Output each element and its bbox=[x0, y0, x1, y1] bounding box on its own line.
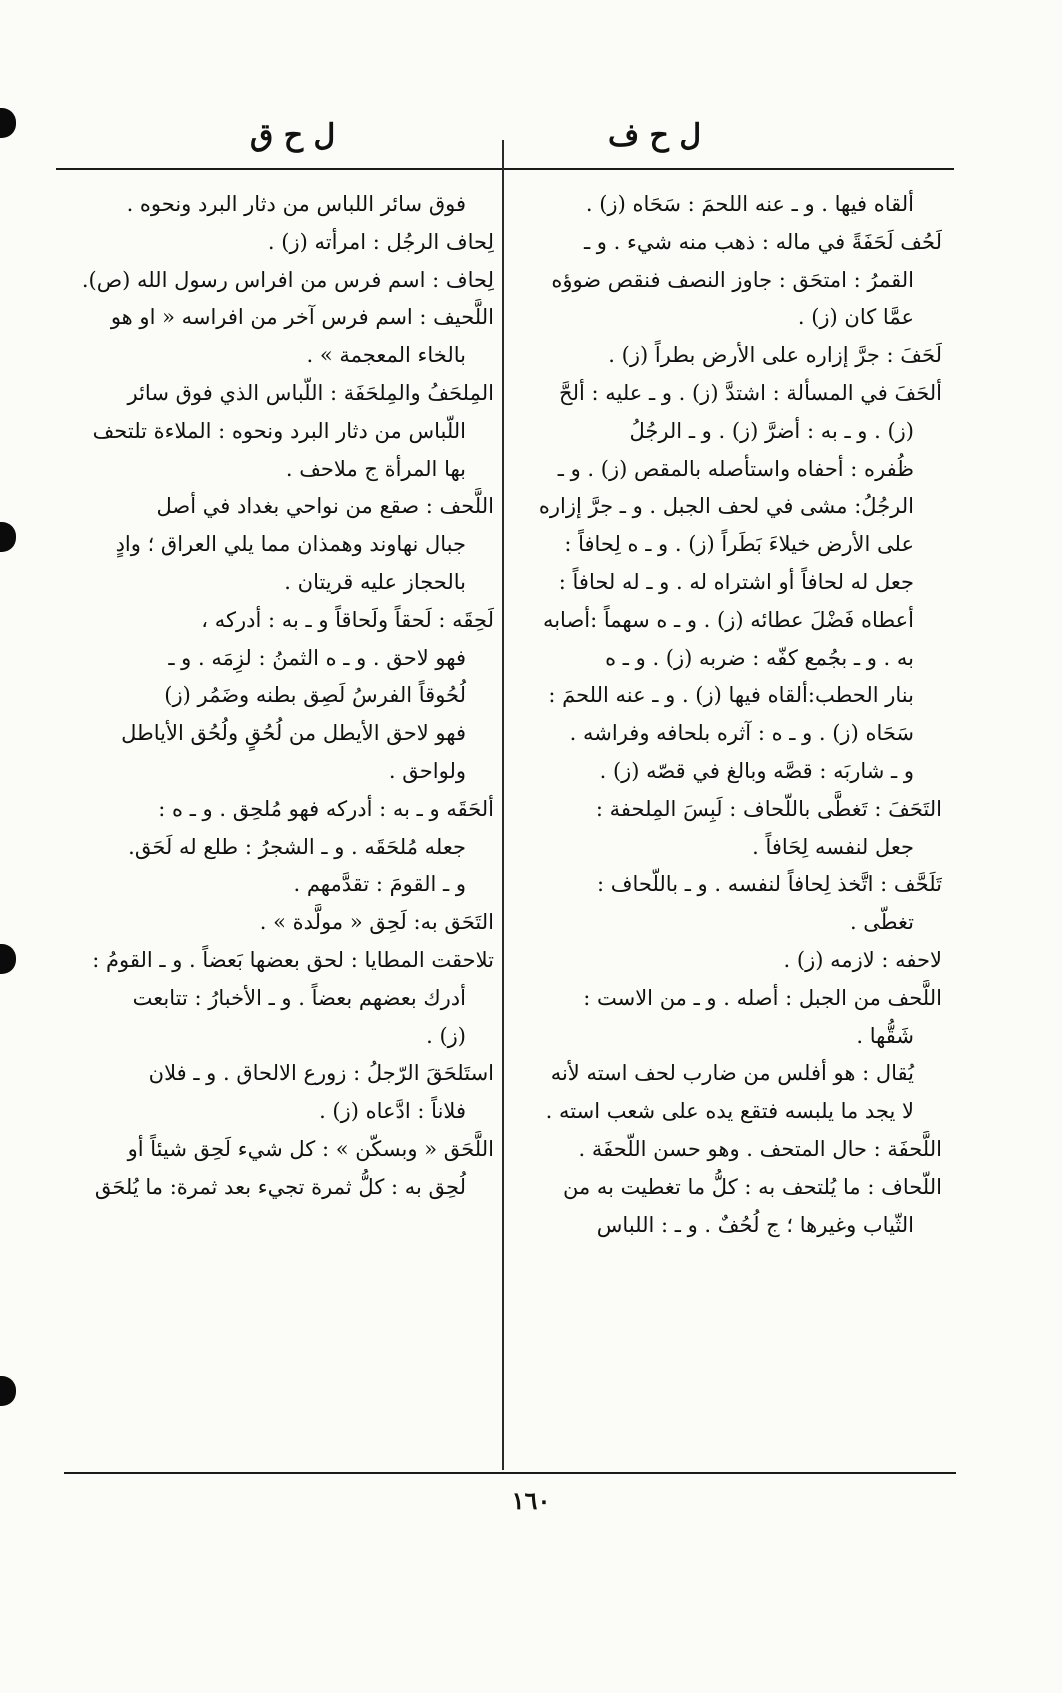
text-line: بالحجاز عليه قريتان . bbox=[284, 569, 466, 594]
text-line: لُحُوقاً الفرسُ لَصِق بطنه وضَمُر (ز) bbox=[164, 683, 466, 708]
header-right-root: ل ح ف bbox=[608, 118, 702, 153]
text-line: سَحَاه (ز) . و ـ ه : آثره بلحافه وفراشه . bbox=[569, 721, 914, 746]
text-line: تَلَحَّف : اتَّخذ لِحافاً لنفسه . و ـ باللّحاف : bbox=[596, 872, 942, 897]
text-line: فهو لاحق . و ـ ه الثمنُ : لزِمَه . و ـ bbox=[168, 645, 466, 670]
text-line: لَحَفَ : جرَّ إزاره على الأرض بطراً (ز) . bbox=[608, 343, 942, 368]
text-line: بها المرأة ج ملاحف . bbox=[285, 456, 466, 481]
text-line: ألحَقَه و ـ به : أدركه فهو مُلحِق . و ـ ه : bbox=[158, 796, 494, 821]
text-line: جعله مُلحَقَه . و ـ الشجرُ : طلع له لَحَق. bbox=[128, 834, 466, 859]
text-line: أعطاه فَضْلَ عطائه (ز) . و ـ ه سهماً :أصابه bbox=[542, 607, 914, 632]
text-line: ظُفره : أحفاه واستأصله بالمقص (ز) . و ـ bbox=[557, 456, 914, 481]
text-line: فهو لاحق الأيطل من لُحُقٍ ولُحُق الأياطل bbox=[121, 721, 466, 746]
text-line: الرجُلُ: مشى في لحف الجبل . و ـ جرَّ إزاره bbox=[538, 494, 914, 519]
text-line: على الأرض خيلاءَ بَطَراً (ز) . و ـ ه لِحافاً : bbox=[564, 532, 914, 557]
text-line: لَحُف لَحَفَةً في ماله : ذهب منه شيء . و ـ bbox=[583, 229, 942, 254]
text-line: اللَّحَق « وبسكّن » : كل شيء لَحِق شيئاً أو bbox=[127, 1136, 494, 1161]
text-line: بالخاء المعجمة » . bbox=[306, 343, 466, 368]
text-line: و ـ القومَ : تقدَّمهم . bbox=[293, 872, 466, 897]
text-line: تلاحقت المطايا : لحق بعضها بَعضاً . و ـ القومُ : bbox=[92, 947, 494, 972]
text-line: أدرك بعضهم بعضاً . و ـ الأخبارُ : تتابعت bbox=[132, 985, 466, 1010]
left-column bbox=[54, 186, 494, 1207]
text-line: اللَّحيف : اسم فرس آخر من افراسه « او هو bbox=[110, 305, 494, 330]
text-line: عمَّا كان (ز) . bbox=[797, 305, 914, 330]
scan-bleed-mark bbox=[0, 1376, 16, 1406]
text-line: ولواحق . bbox=[388, 758, 466, 783]
text-line: اللَّحف : صقع من نواحي بغداد في أصل bbox=[156, 494, 494, 519]
text-line: تغطّى . bbox=[849, 910, 914, 935]
text-line: فلاناً : ادَّعاه (ز) . bbox=[319, 1099, 466, 1124]
text-line: لُحِق به : كلُّ ثمرة تجيء بعد ثمرة: ما يُلحَق bbox=[94, 1174, 466, 1199]
text-line: فوق سائر اللباس من دثار البرد ونحوه . bbox=[126, 192, 466, 216]
right-column bbox=[522, 186, 942, 1244]
text-line: اللَّحفَة : حال المتحف . وهو حسن اللّحفَة . bbox=[578, 1136, 942, 1161]
text-line: لا يجد ما يلبسه فتقع يده على شعب استه . bbox=[545, 1099, 914, 1124]
header-left-root: ل ح ق bbox=[250, 118, 336, 153]
page-number: ١٦٠ bbox=[511, 1486, 551, 1515]
text-line: جبال نهاوند وهمذان مما يلي العراق ؛ وادٍ bbox=[115, 532, 466, 557]
text-line: اللَّحف من الجبل : أصله . و ـ من الاست : bbox=[583, 985, 942, 1010]
text-line: المِلحَفُ والمِلحَفَة : اللّباس الذي فوق سائر bbox=[127, 380, 494, 405]
text-line: جعل له لحافاً أو اشتراه له . و ـ له لحافاً : bbox=[558, 569, 914, 594]
scan-bleed-mark bbox=[0, 108, 16, 138]
text-line: القمرُ : امتحَق : جاوز النصف فنقص ضوؤه bbox=[551, 267, 914, 292]
column-divider bbox=[502, 140, 504, 1470]
header-rule bbox=[56, 168, 954, 170]
text-line: ألحَفَ في المسألة : اشتدَّ (ز) . و ـ عليه : ألحَّ bbox=[559, 380, 942, 405]
text-line: الثّياب وغيرها ؛ ج لُحُفٌ . و ـ : اللباس bbox=[596, 1212, 914, 1237]
text-line: شَقُّها . bbox=[856, 1023, 914, 1048]
footer-rule bbox=[64, 1472, 956, 1474]
text-line: ألقاه فيها . و ـ عنه اللحمَ : سَحَاه (ز) . bbox=[585, 192, 914, 216]
text-line: لِحاف الرجُل : امرأته (ز) . bbox=[267, 229, 494, 254]
text-line: اللّباس من دثار البرد ونحوه : الملاءة تلتحف bbox=[92, 418, 466, 443]
text-line: (ز) . و ـ به : أضرَّ (ز) . و ـ الرجُلُ bbox=[629, 418, 914, 443]
text-line: لَحِقَه : لَحقاً ولَحاقاً و ـ به : أدركه ، bbox=[201, 607, 494, 632]
text-line: بنار الحطب:ألقاه فيها (ز) . و ـ عنه اللحمَ : bbox=[548, 683, 914, 708]
text-line: (ز) . bbox=[426, 1023, 466, 1048]
text-line: التَحَق به: لَحِق « مولَّدة » . bbox=[259, 910, 494, 935]
text-line: استَلحَقَ الرّجلُ : زورع الالحاق . و ـ فلان bbox=[148, 1061, 494, 1086]
scan-bleed-mark bbox=[0, 944, 16, 974]
text-line: لِحاف : اسم فرس من افراس رسول الله (ص). bbox=[81, 267, 494, 292]
text-line: جعل لنفسه لِحَافاً . bbox=[752, 834, 914, 859]
text-line: التَحَفَ : تَغطَّى باللّحاف : لَبِسَ المِلحفة : bbox=[595, 796, 942, 821]
text-line: يُقال : هو أفلس من ضارب لحف استه لأنه bbox=[550, 1061, 914, 1086]
scan-bleed-mark bbox=[0, 522, 16, 552]
text-line: اللّحاف : ما يُلتحف به : كلُّ ما تغطيت به من bbox=[562, 1174, 942, 1199]
text-line: و ـ شاربَه : قصَّه وبالغ في قصّه (ز) . bbox=[599, 758, 914, 783]
text-line: به . و ـ بجُمع كفّه : ضربه (ز) . و ـ ه bbox=[605, 645, 914, 670]
text-line: لاحفه : لازمه (ز) . bbox=[783, 947, 942, 972]
